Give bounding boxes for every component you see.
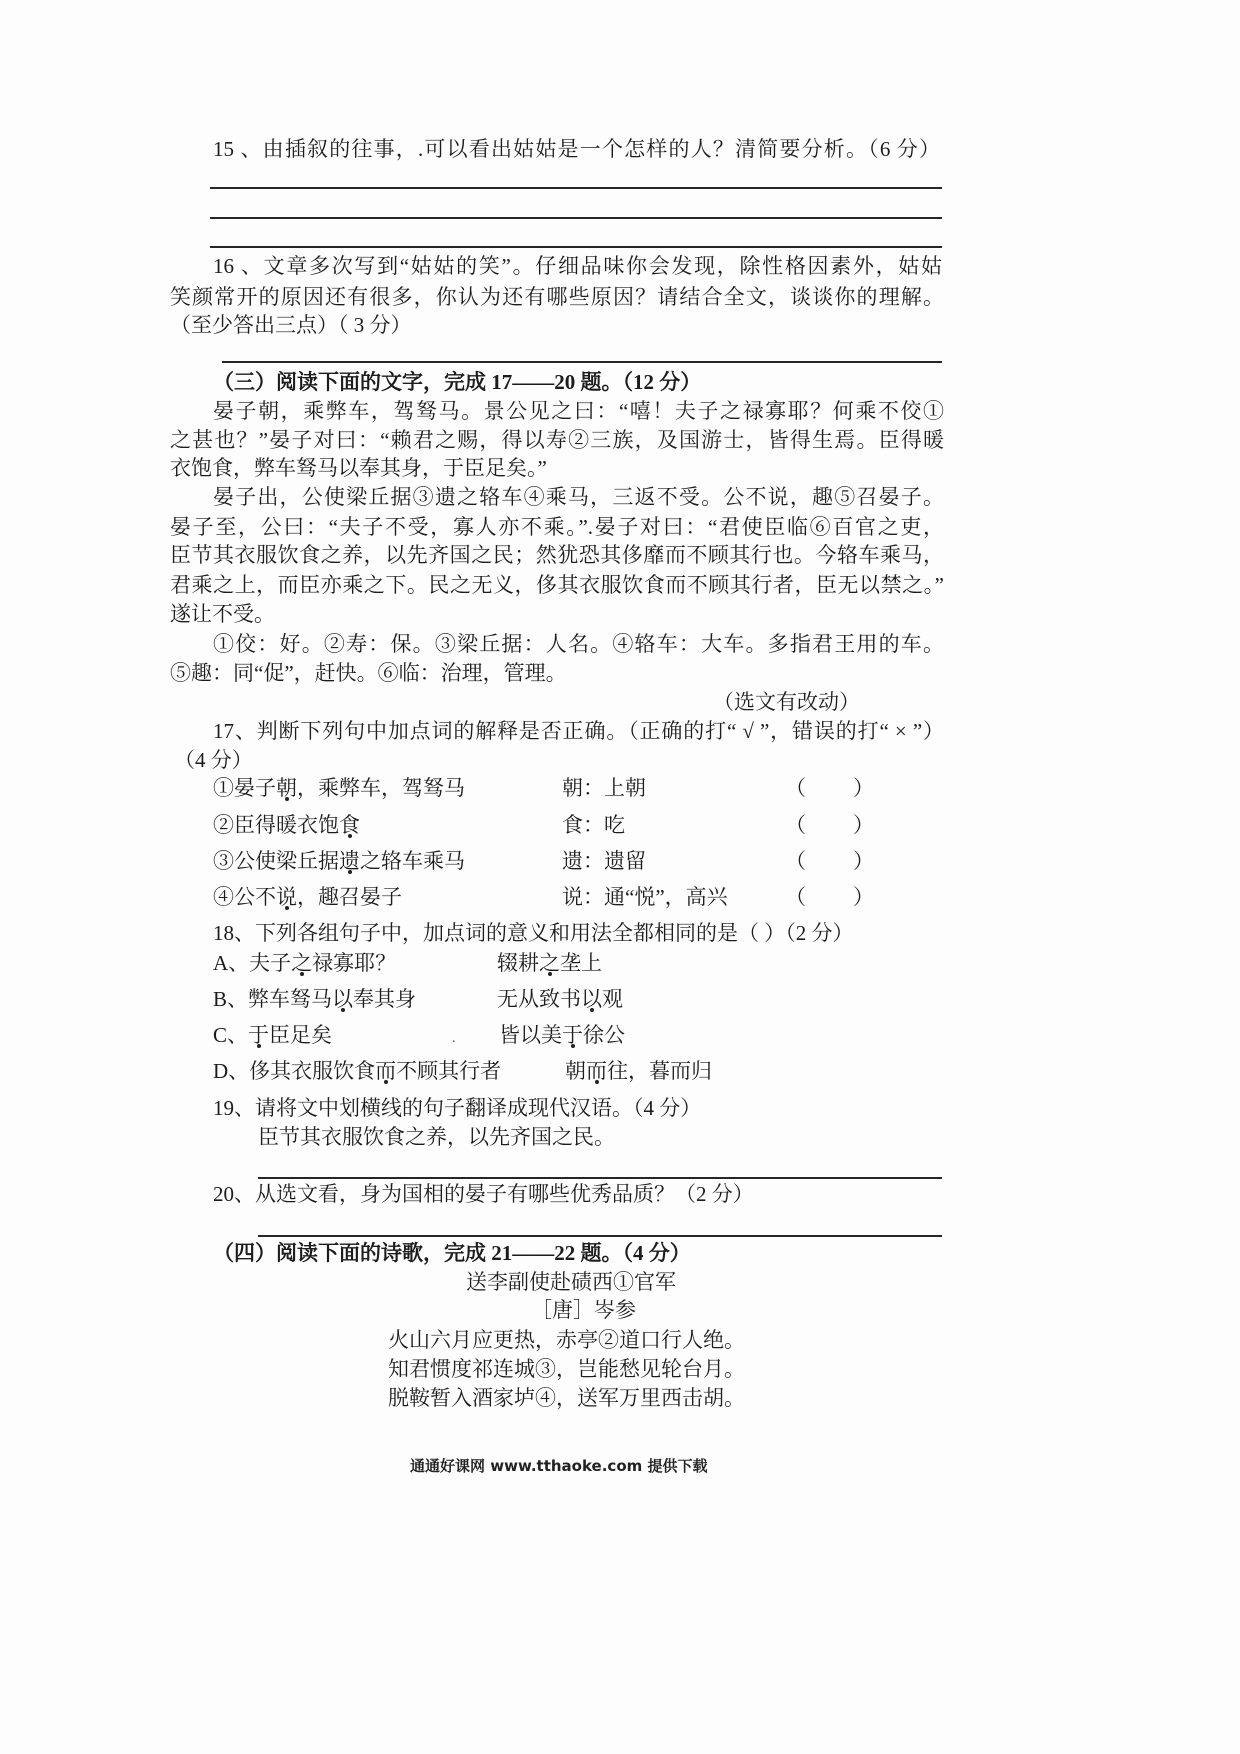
question-16-line: 16 、文章多次写到“姑姑的笑”。仔细品味你会发现，除性格因素外，姑姑 [213, 254, 942, 278]
question-15: 15 、由插叙的往事，.可以看出姑姑是一个怎样的人？清简要分析。（6 分） [213, 137, 940, 161]
answer-line [222, 361, 942, 363]
option-label: C、 [213, 1023, 249, 1047]
answer-line [210, 187, 942, 189]
q17-item-sentence: ④公不说，趣召晏子 [213, 885, 402, 909]
emphasis-dot-char: 而 [586, 1059, 607, 1083]
answer-paren-close: ） [853, 776, 874, 800]
page-footer: 通通好课网 www.tthaoke.com 提供下载 [410, 1457, 708, 1475]
passage-line: 晏子朝，乘弊车，驾驽马。景公见之曰：“嘻！夫子之禄寡耶？何乘不佼① [213, 399, 944, 423]
passage-line: 遂让不受。 [170, 602, 275, 626]
q18-option-a-right: 辍耕之垄上 [497, 951, 602, 975]
emphasis-dot-char: 说 [276, 885, 297, 909]
emphasis-dot-char: 于 [562, 1023, 583, 1047]
q18-option-b-right: 无从致书以观 [497, 987, 623, 1011]
answer-paren-close: ） [853, 813, 874, 837]
q18-option-d-right: 朝而往，暮而归 [565, 1059, 712, 1083]
emphasis-dot-char: 以 [581, 987, 602, 1011]
q17-item-sentence: ①晏子朝，乘弊车，驾驽马 [213, 776, 465, 800]
annotation-line: ⑤趣：同“促”，赶快。⑥临：治理，管理。 [170, 661, 567, 685]
q18-option-c-left: C、于臣足矣 [213, 1023, 333, 1047]
emphasis-dot-char: 之 [539, 951, 560, 975]
poem-title: 送李副使赴碛西①官军 [466, 1270, 676, 1294]
option-label: D、 [213, 1059, 250, 1083]
answer-paren-close: ） [853, 885, 874, 909]
question-16-line: 笑颜常开的原因还有很多，你认为还有哪些原因？请结合全文，谈谈你的理解。 [170, 285, 944, 309]
passage-line: 晏子至，公曰：“夫子不受，寡人亦不乘。”.晏子对曰：“君使臣临⑥百官之吏， [170, 515, 944, 539]
answer-paren-open: （ [785, 885, 806, 909]
q17-item-gloss: 说：通“悦”，高兴 [562, 885, 728, 909]
poem-line: 脱鞍暂入酒家垆④，送军万里西击胡。 [388, 1386, 745, 1410]
emphasis-dot-char: 遗 [339, 849, 360, 873]
annotation-line: ①佼：好。②寿：保。③梁丘据：人名。④辂车：大车。多指君王用的车。 [213, 632, 944, 656]
emphasis-dot-char: 朝 [276, 776, 297, 800]
passage-line: 君乘之上，而臣亦乘之下。民之无义，侈其衣服饮食而不顾其行者，臣无以禁之。” [170, 573, 944, 597]
option-label: A、 [213, 951, 250, 975]
section-3-heading: （三）阅读下面的文字，完成 17——20 题。（12 分） [213, 370, 702, 394]
passage-line: 臣节其衣服饮食之养，以先齐国之民；然犹恐其侈靡而不顾其行也。今辂车乘马， [170, 543, 944, 567]
answer-line [258, 1235, 942, 1237]
option-label: B、 [213, 987, 249, 1011]
q17-item-gloss: 朝：上朝 [562, 776, 646, 800]
answer-paren-open: （ [785, 849, 806, 873]
answer-paren-close: ） [853, 849, 874, 873]
passage-line: 之甚也？”晏子对曰：“赖君之赐，得以寿②三族，及国游士，皆得生焉。臣得暖 [170, 428, 944, 452]
q17-item-gloss: 食：吃 [562, 813, 625, 837]
emphasis-dot-char: 而 [375, 1059, 397, 1083]
section-4-heading: （四）阅读下面的诗歌，完成 21——22 题。（4 分） [213, 1241, 691, 1265]
emphasis-dot-char: 之 [291, 951, 313, 975]
question-19-sentence: 臣节其衣服饮食之养，以先齐国之民。 [258, 1125, 615, 1149]
question-20-prompt: 20、从选文看，身为国相的晏子有哪些优秀品质？（2 分） [213, 1182, 754, 1206]
poem-line: 知君惯度祁连城③，岂能愁见轮台月。 [388, 1357, 745, 1381]
question-18-prompt: 18、下列各组句子中，加点词的意义和用法全都相同的是（ ）（2 分） [213, 921, 854, 945]
q17-item-sentence: ③公使梁丘据遗之辂车乘马 [213, 849, 465, 873]
q18-option-b-left: B、弊车驽马以奉其身 [213, 987, 417, 1011]
answer-line [210, 246, 942, 248]
passage-line: 晏子出，公使梁丘据③遗之辂车④乘马，三返不受。公不说，趣⑤召晏子。 [213, 485, 944, 509]
answer-line [210, 217, 942, 219]
question-19-prompt: 19、请将文中划横线的句子翻译成现代汉语。（4 分） [213, 1096, 702, 1120]
emphasis-dot-char: 于 [248, 1023, 270, 1047]
answer-paren-open: （ [785, 813, 806, 837]
passage-line: 衣饱食，弊车驽马以奉其身，于臣足矣。” [170, 456, 547, 480]
q17-item-sentence: ②臣得暖衣饱食 [213, 813, 360, 837]
source-note: （选文有改动） [713, 690, 860, 714]
q18-option-c-right: 皆以美于徐公 [499, 1023, 625, 1047]
question-17-points: （4 分） [174, 748, 253, 772]
emphasis-dot-char: 以 [332, 987, 354, 1011]
emphasis-dot-char: 食 [339, 813, 360, 837]
question-17-prompt: 17、判断下列句中加点词的解释是否正确。（正确的打“ √ ”，错误的打“ × ”） [213, 719, 944, 743]
answer-paren-open: （ [785, 776, 806, 800]
question-16-line: （至少答出三点）（ 3 分） [170, 313, 412, 337]
q18-option-d-left: D、侈其衣服饮食而不顾其行者 [213, 1059, 502, 1083]
q17-item-gloss: 遗：遗留 [562, 849, 646, 873]
poem-line: 火山六月应更热，赤亭②道口行人绝。 [388, 1328, 745, 1352]
q18-option-a-left: A、夫子之禄寡耶？ [213, 951, 397, 975]
poem-author: ［唐］岑参 [531, 1298, 636, 1322]
stray-mark: . [452, 1031, 456, 1046]
